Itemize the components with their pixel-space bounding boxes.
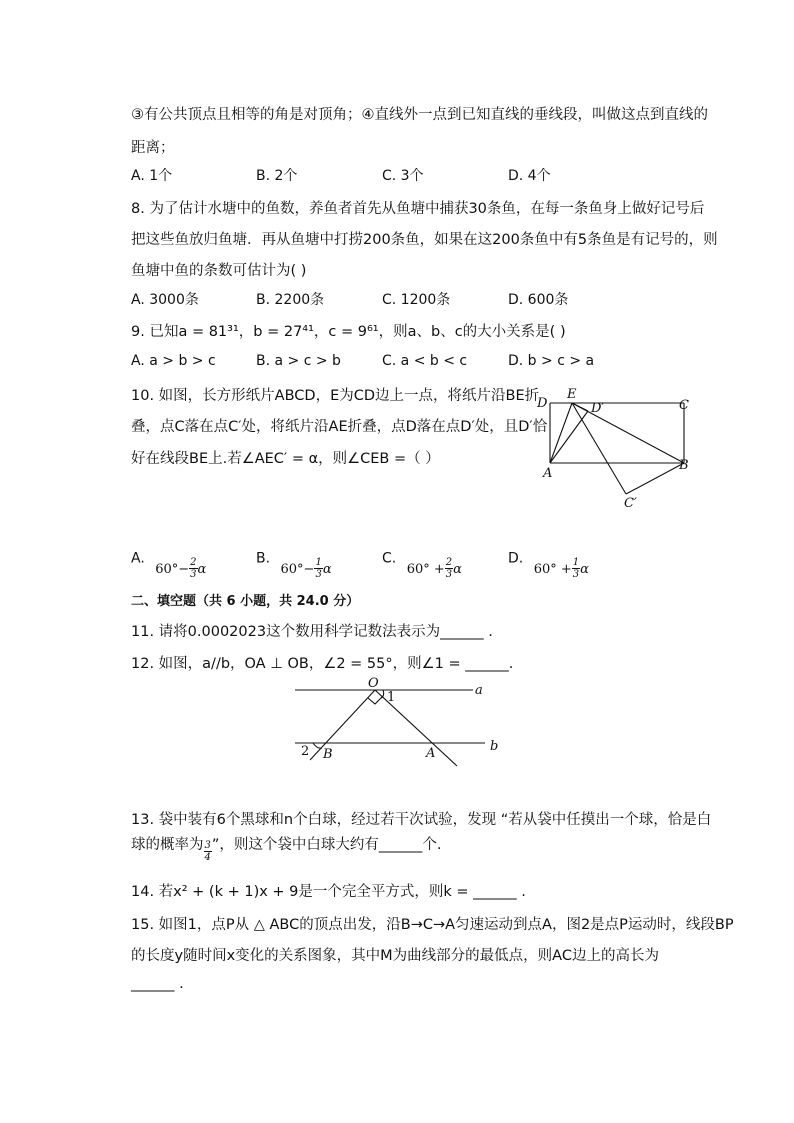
- q12-right-angle-mark: [368, 697, 382, 704]
- q10-option-b-expr: [280, 557, 332, 580]
- q7-option-a: A. 1个: [131, 168, 173, 184]
- q13-fraction-den: 4: [204, 851, 211, 863]
- q10-option-a-num: 2: [190, 557, 197, 568]
- q7-option-b: B. 2个: [256, 168, 298, 184]
- q13-fraction: [204, 840, 212, 863]
- q10-option-c-suffix: α: [453, 561, 462, 577]
- q13-line2-prefix: 球的概率为: [131, 837, 204, 853]
- q10-segment-ea: [550, 403, 572, 463]
- q8-text-line3: 鱼塘中鱼的条数可估计为( ): [131, 263, 307, 279]
- q13-text-line2: [131, 833, 442, 863]
- q10-label-d: D: [537, 396, 548, 411]
- q11-text: 11. 请将0.0002023这个数用科学记数法表示为______ .: [131, 624, 493, 640]
- q7-text-line2: 距离；: [131, 140, 175, 156]
- q10-option-c-den: 3: [445, 569, 453, 580]
- q15-text-line1: 15. 如图1，点P从 △ ABC的顶点出发，沿B→C→A匀速运动到点A，图2是点P运动时，线段BP: [131, 917, 734, 933]
- q10-option-b-num: 1: [315, 557, 322, 568]
- q10-option-b-den: 3: [315, 569, 322, 580]
- q8-option-a: A. 3000条: [131, 292, 199, 308]
- q8-text-line1: 8. 为了估计水塘中的鱼数，养鱼者首先从鱼塘中捕获30条鱼，在每一条鱼身上做好记号后: [131, 201, 705, 217]
- q10-option-d-num: 1: [572, 557, 580, 568]
- q10-label-d-prime: D′: [591, 401, 605, 416]
- q10-option-b-prefix: 60°−: [280, 561, 315, 577]
- q10-segment-ad-prime: [550, 411, 588, 463]
- q9-option-c: C. a < b < c: [382, 353, 468, 369]
- q7-option-c: C. 3个: [382, 168, 424, 184]
- q9-option-b: B. a > c > b: [256, 353, 341, 369]
- q12-label-1: 1: [387, 690, 396, 705]
- q8-option-b: B. 2200条: [256, 292, 325, 308]
- q12-angle-2-arc: [313, 743, 322, 748]
- q10-text-line3: 好在线段BE上.若∠AEC′ = α，则∠CEB =（ ）: [131, 451, 440, 467]
- q7-text-line1: ③有公共顶点且相等的角是对顶角；④直线外一点到已知直线的垂线段，叫做这点到直线的: [131, 107, 708, 123]
- q9-option-a: A. a > b > c: [131, 353, 216, 369]
- q10-segment-ec-prime: [572, 403, 626, 494]
- q10-option-b-label: B.: [256, 550, 271, 567]
- q10-option-a-suffix: α: [197, 561, 207, 577]
- q10-option-d-expr: [533, 557, 589, 580]
- q13-line2-suffix: ”，则这个袋中白球大约有______个.: [211, 837, 442, 853]
- q10-option-c: [382, 547, 462, 580]
- q10-option-c-expr: [406, 557, 462, 580]
- q10-option-a-expr: [155, 557, 207, 580]
- q13-text-line1: 13. 袋中装有6个黑球和n个白球，经过若干次试验，发现 “若从袋中任摸出一个球，恰是白: [131, 812, 712, 828]
- q12-label-a-point: A: [426, 746, 436, 761]
- q8-option-d: D. 600条: [508, 292, 569, 308]
- q10-segment-bc-prime: [626, 463, 684, 494]
- q9-text-line1: 9. 已知a = 81³¹，b = 27⁴¹，c = 9⁶¹，则a、b、c的大小关系是( ): [131, 324, 566, 340]
- q12-angle-1-arc: [381, 690, 384, 698]
- q15-text-line3: ______ .: [131, 976, 184, 992]
- q10-label-c: C: [679, 398, 689, 413]
- q12-label-o: O: [368, 676, 379, 691]
- q10-option-a: [131, 547, 207, 580]
- q10-label-b: B: [679, 458, 689, 473]
- q8-option-c: C. 1200条: [382, 292, 451, 308]
- q10-option-a-label: A.: [131, 550, 145, 567]
- q12-figure: [285, 676, 515, 771]
- q10-option-a-prefix: 60°−: [155, 561, 190, 577]
- q10-option-c-prefix: 60° +: [406, 561, 445, 577]
- q10-option-b: [256, 547, 332, 580]
- q10-option-d-den: 3: [572, 569, 580, 580]
- q10-figure: [532, 385, 702, 515]
- q10-option-b-suffix: α: [322, 561, 332, 577]
- q10-text-line2: 叠，点C落在点C′处，将纸片沿AE折叠，点D落在点D′处，且D′恰: [131, 419, 548, 435]
- q12-label-b-line: b: [490, 739, 499, 754]
- q10-label-a: A: [543, 466, 553, 481]
- q13-fraction-num: 3: [204, 839, 211, 851]
- q10-option-a-den: 3: [190, 569, 197, 580]
- q12-label-b-point: B: [323, 747, 333, 762]
- q10-option-d: [508, 547, 589, 580]
- q8-text-line2: 把这些鱼放归鱼塘．再从鱼塘中打捞200条鱼，如果在这200条鱼中有5条鱼是有记号的，则: [131, 232, 718, 248]
- q12-label-2: 2: [301, 744, 310, 759]
- q10-text-line1: 10. 如图，长方形纸片ABCD，E为CD边上一点，将纸片沿BE折: [131, 388, 540, 404]
- q12-text: 12. 如图，a//b，OA ⊥ OB，∠2 = 55°，则∠1 = ______.: [131, 656, 514, 672]
- q10-option-d-prefix: 60° +: [533, 561, 572, 577]
- q10-label-c-prime: C′: [624, 496, 637, 511]
- section-heading-fill-in: 二、填空题（共 6 小题，共 24.0 分）: [131, 594, 360, 609]
- q10-option-d-label: D.: [508, 550, 524, 567]
- q10-label-e: E: [567, 387, 577, 402]
- q15-text-line2: 的长度y随时间x变化的关系图象，其中M为曲线部分的最低点，则AC边上的高长为: [131, 948, 659, 964]
- q7-option-d: D. 4个: [508, 168, 551, 184]
- q10-option-c-num: 2: [445, 557, 453, 568]
- q12-ray-ob: [310, 690, 375, 760]
- q14-text: 14. 若x² + (k + 1)x + 9是一个完全平方式，则k = ______ .: [131, 884, 526, 900]
- q9-option-d: D. b > c > a: [508, 353, 595, 369]
- q10-option-d-suffix: α: [580, 561, 589, 577]
- q10-option-c-label: C.: [382, 550, 397, 567]
- q12-label-a-line: a: [475, 683, 483, 698]
- q10-segment-eb: [572, 403, 684, 463]
